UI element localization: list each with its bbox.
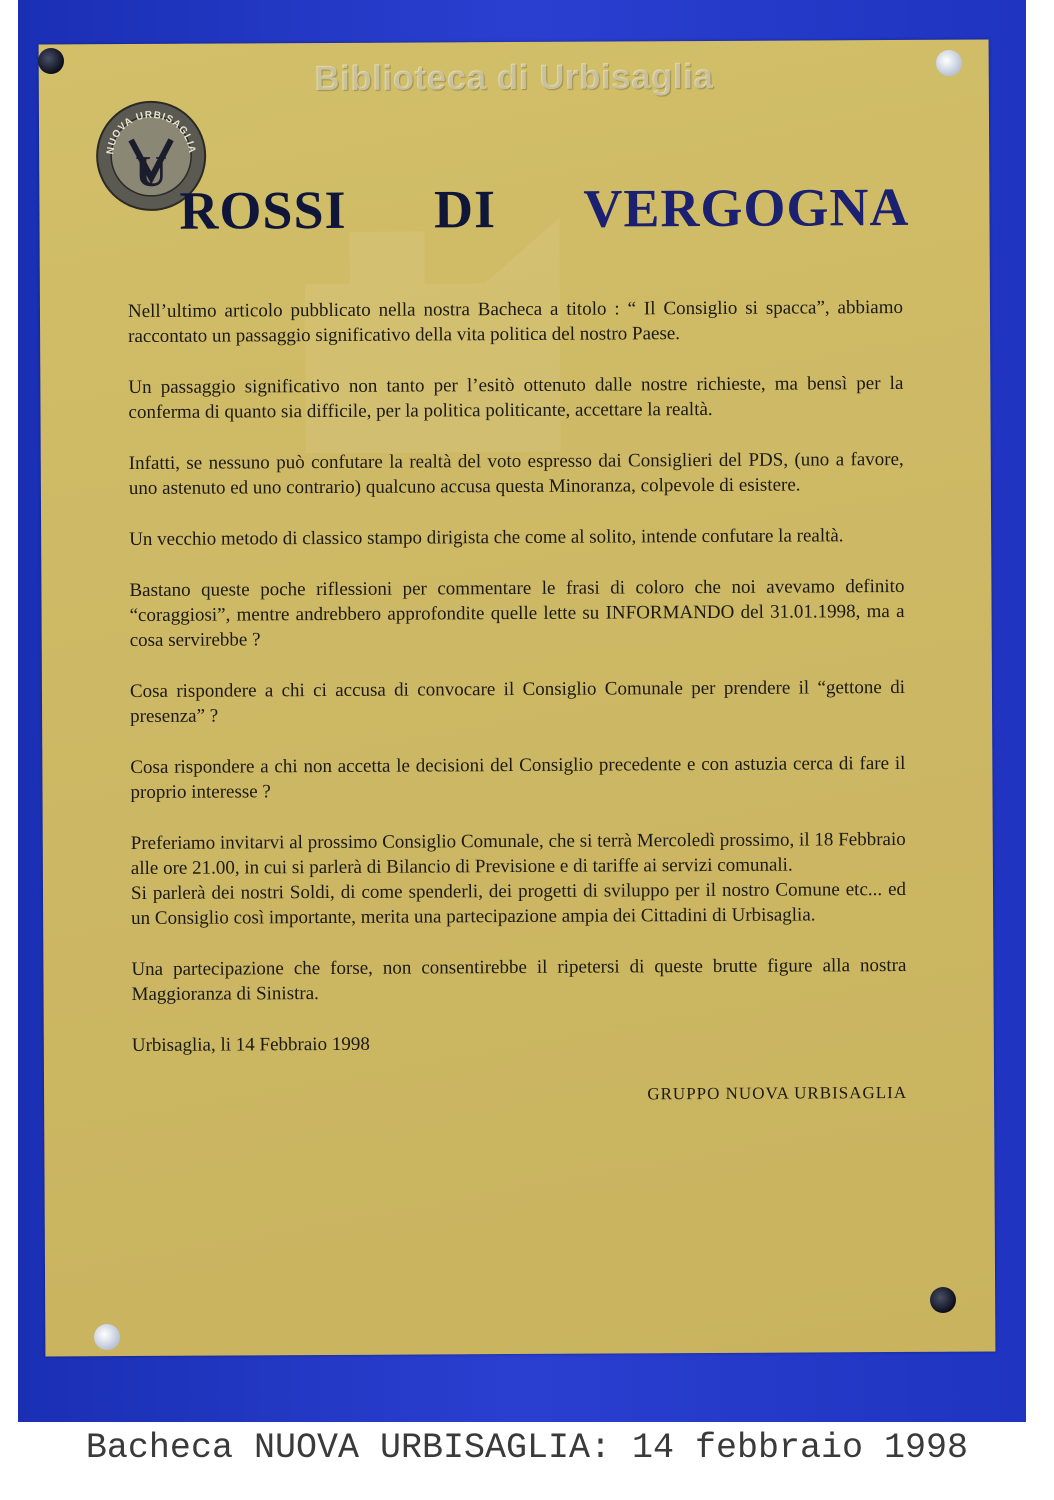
paragraph-9: Si parlerà dei nostri Soldi, di come spenderli, dei progetti di sviluppo per il nostro Comune etc... ed un Consiglio così importante, merita una partecipazione ampia dei Cittadini di Urbisaglia. xyxy=(130,878,907,930)
paragraph-6: Cosa rispondere a chi ci accusa di convocare il Consiglio Comunale per prendere il “gettone di presenza” ? xyxy=(129,676,906,728)
paragraph-10: Una partecipazione che forse, non consentirebbe il ripetersi di queste brutte figure alla nostra Maggioranza di Sinistra. xyxy=(131,954,907,1006)
paragraph-8: Preferiamo invitarvi al prossimo Consiglio Comunale, che si terrà Mercoledì prossimo, il 18 Febbraio alle ore 21.00, in cui si parlerà di Bilancio di Previsione e di tariffe ai servizi comunali. xyxy=(130,828,906,880)
title-word-3: VERGOGNA xyxy=(583,176,910,239)
title-word-2: DI xyxy=(433,179,497,240)
photo-caption: Bacheca NUOVA URBISAGLIA: 14 febbraio 1998 xyxy=(85,1428,969,1468)
paragraph-4: Un vecchio metodo di classico stampo dirigista che come al solito, intende confutare la realtà. xyxy=(129,525,844,551)
poster-title xyxy=(179,176,909,242)
pin-bottom-right xyxy=(930,1287,956,1313)
pin-bottom-left xyxy=(94,1324,120,1350)
poster-body xyxy=(128,295,907,1109)
logo-ring-text: NUOVA URBISAGLIA xyxy=(105,109,198,156)
watermark: Biblioteca di Urbisaglia xyxy=(314,56,714,99)
place-date: Urbisaglia, li 14 Febbraio 1998 xyxy=(131,1033,370,1057)
paragraph-3: Infatti, se nessuno può confutare la realtà del voto espresso dai Consiglieri del PDS, (uno a favore, uno astenuto ed uno contrario) qualcuno accusa questa Minoranza, colpevole di esistere. xyxy=(128,448,904,500)
paragraph-1: Nell’ultimo articolo pubblicato nella nostra Bacheca a titolo : “ Il Consiglio si spacca”, abbiamo raccontato un passaggio significativo della vita politica del nostro Paese. xyxy=(127,296,904,348)
photo xyxy=(18,0,1026,1422)
pin-top-right xyxy=(936,50,962,76)
pin-top-left xyxy=(38,48,64,74)
signature: GRUPPO NUOVA URBISAGLIA xyxy=(647,1082,908,1104)
logo-monogram: U xyxy=(135,146,168,196)
paragraph-5: Bastano queste poche riflessioni per commentare le frasi di coloro che noi avevamo definito “coraggiosi”, mentre andrebbero approfondite quelle lette su INFORMANDO del 31.01.1998, ma a cosa servirebbe ? xyxy=(129,575,905,652)
poster-sheet xyxy=(39,40,996,1357)
title-word-1: ROSSI xyxy=(179,179,347,241)
paragraph-7: Cosa rispondere a chi non accetta le decisioni del Consiglio precedente e con astuzia cerca di fare il proprio interesse ? xyxy=(130,752,906,804)
paragraph-2: Un passaggio significativo non tanto per l’esitò ottenuto dalle nostre richieste, ma bensì per la conferma di quanto sia difficile, per la politica politicante, accettare la realtà. xyxy=(128,372,904,424)
